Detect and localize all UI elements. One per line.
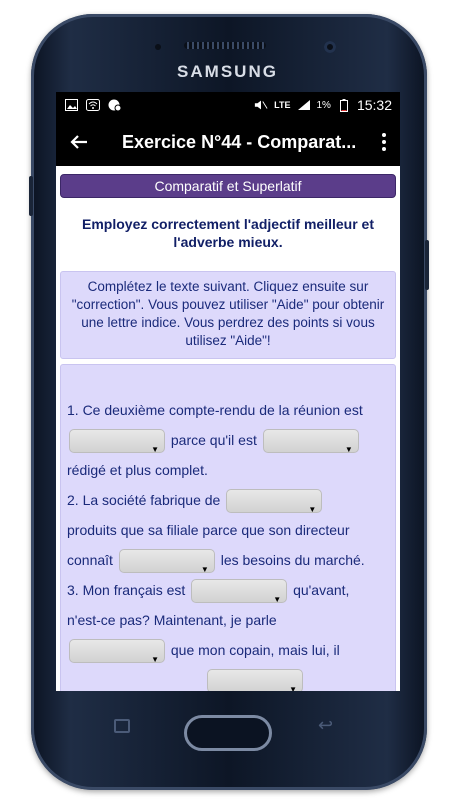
- answer-dropdown-6[interactable]: [69, 639, 165, 663]
- answer-dropdown-5[interactable]: [191, 579, 287, 603]
- power-button: [425, 240, 429, 290]
- screen: [56, 92, 400, 691]
- network-type: LTE: [274, 100, 291, 110]
- app-bar: [56, 118, 400, 166]
- back-arrow-icon[interactable]: [66, 129, 92, 155]
- recent-apps-icon[interactable]: [114, 719, 130, 733]
- answer-dropdown-3[interactable]: [226, 489, 322, 513]
- info-box: Complétez le texte suivant. Cliquez ensuite sur "correction". Vous pouvez utiliser "Aide" pour obtenir une lettre indice. Vous perdrez des points si vous utilisez "Aide"!: [60, 271, 396, 359]
- wifi-icon: [86, 99, 100, 111]
- hardware-back-icon[interactable]: ↩: [318, 715, 334, 735]
- page-title: Exercice N°44 - Comparat...: [122, 131, 357, 152]
- mute-icon: [254, 99, 268, 111]
- sentence-2: 2. La société fabrique de ▼ produits que sa filiale parce que son directeur connaît ▼ les besoins du marché.: [67, 485, 389, 575]
- battery-icon: [337, 99, 351, 111]
- answer-dropdown-7[interactable]: [207, 669, 303, 691]
- proximity-sensor: [155, 44, 161, 50]
- signal-icon: [297, 99, 311, 111]
- status-bar: [56, 92, 400, 118]
- volume-button: [29, 176, 33, 216]
- notification-icon: [108, 99, 122, 111]
- instruction-text: Employez correctement l'adjectif meilleur et l'adverbe mieux.: [82, 216, 374, 250]
- battery-level: 1%: [316, 99, 331, 111]
- home-button[interactable]: [184, 715, 272, 751]
- clock: 15:32: [356, 97, 392, 113]
- sentence-3: 3. Mon français est ▼ qu'avant, n'est-ce pas? Maintenant, je parle ▼ que mon copain, mais lui, il ▼: [67, 575, 389, 691]
- exercise-box: [60, 364, 396, 691]
- section-banner: Comparatif et Superlatif: [60, 174, 396, 198]
- earpiece-speaker: [184, 42, 266, 49]
- exercise-content: [56, 166, 400, 691]
- brand-logo: SAMSUNG: [177, 62, 278, 81]
- front-camera: [324, 41, 336, 53]
- answer-dropdown-2[interactable]: [263, 429, 359, 453]
- sentence-1: 1. Ce deuxième compte-rendu de la réunion est ▼ parce qu'il est ▼ rédigé et plus complet.: [67, 395, 389, 485]
- answer-dropdown-4[interactable]: [119, 549, 215, 573]
- answer-dropdown-1[interactable]: [69, 429, 165, 453]
- gallery-icon: [64, 99, 78, 111]
- overflow-menu-icon[interactable]: [374, 129, 394, 155]
